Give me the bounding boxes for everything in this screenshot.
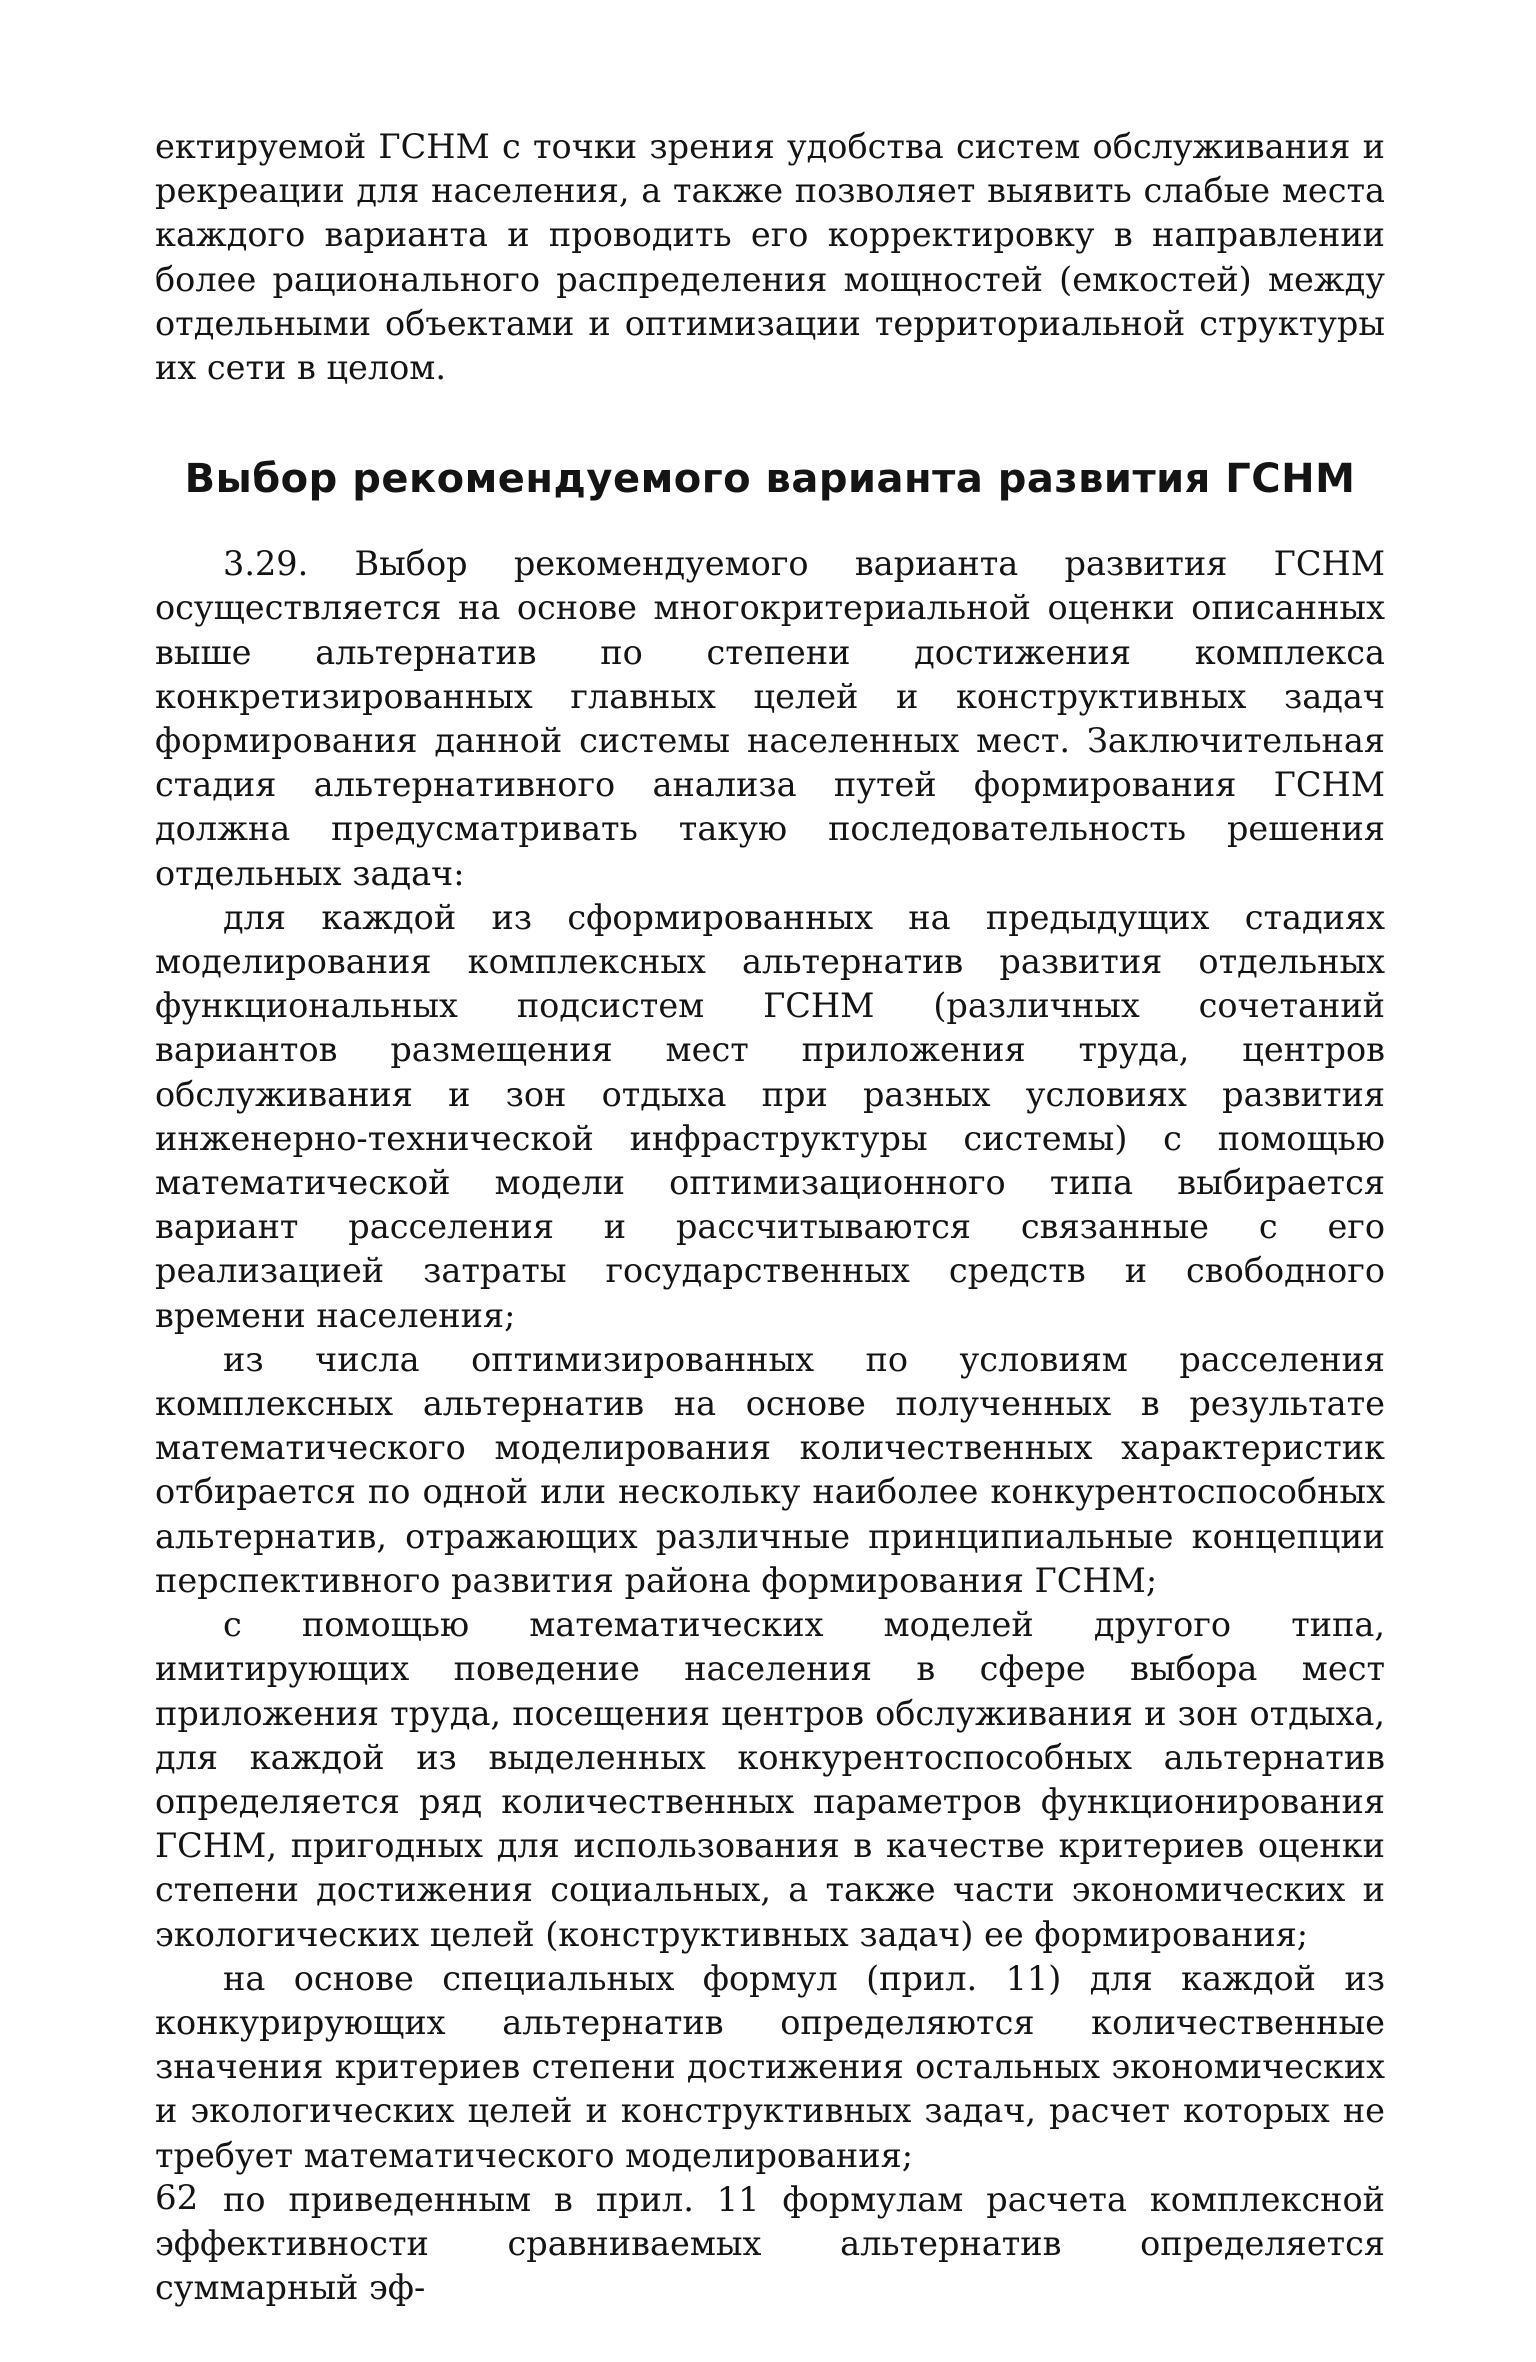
list-item: из числа оптимизированных по условиям расселения комплексных альтернатив на основе полученных в результате математического моделирования количественных характеристик отбирается по одной или нескольку наиболее конкурентоспособных альтернатив, отражающих различные принципиальные концепции перспективного развития района формирования ГСНМ; bbox=[155, 1339, 1385, 1600]
page-number: 62 bbox=[155, 2178, 199, 2218]
list-item: для каждой из сформированных на предыдущих стадиях моделирования комплексных альтернатив развития отдельных функциональных подсистем ГСНМ (различных сочетаний вариантов размещения мест приложения труда, центров обслуживания и зон отдыха при разных условиях развития инженерно-технической инфраструктуры системы) с помощью математической модели оптимизационного типа выбирается вариант расселения и рассчитываются связанные с его реализацией затраты государственных средств и свободного времени населения; bbox=[155, 897, 1385, 1335]
intro-paragraph: ектируемой ГСНМ с точки зрения удобства систем обслуживания и рекреации для населения, а также позволяет выявить слабые места каждого варианта и проводить его корректировку в направлении более рационального распределения мощностей (емкостей) между отдельными объектами и оптимизации территориальной структуры их сети в целом. bbox=[155, 127, 1385, 388]
list-item: на основе специальных формул (прил. 11) для каждой из конкурирующих альтернатив определяются количественные значения критериев степени достижения остальных экономических и экологических целей и конструктивных задач, расчет которых не требует математического моделирования; bbox=[155, 1958, 1385, 2175]
list-item: с помощью математических моделей другого типа, имитирующих поведение населения в сфере выбора мест приложения труда, посещения центров обслуживания и зон отдыха, для каждой из выделенных конкурентоспособных альтернатив определяется ряд количественных параметров функционирования ГСНМ, пригодных для использования в качестве критериев оценки степени достижения социальных, а также части экономических и экологических целей (конструктивных задач) ее формирования; bbox=[155, 1605, 1385, 1954]
section-paragraph: 3.29. Выбор рекомендуемого варианта развития ГСНМ осуществляется на основе многокритериальной оценки описанных выше альтернатив по степени достижения комплекса конкретизированных главных целей и конструктивных задач формирования данной системы населенных мест. Заключительная стадия альтернативного анализа путей формирования ГСНМ должна предусматривать такую последовательность решения отдельных задач: bbox=[155, 544, 1385, 893]
list-item: по приведенным в прил. 11 формулам расчета комплексной эффективности сравниваемых альтернатив определяется суммарный эф- bbox=[155, 2179, 1385, 2308]
section-heading: Выбор рекомендуемого варианта развития ГСНМ bbox=[184, 456, 1356, 503]
page-body bbox=[155, 125, 1385, 2310]
procedure-list bbox=[155, 896, 1385, 2311]
